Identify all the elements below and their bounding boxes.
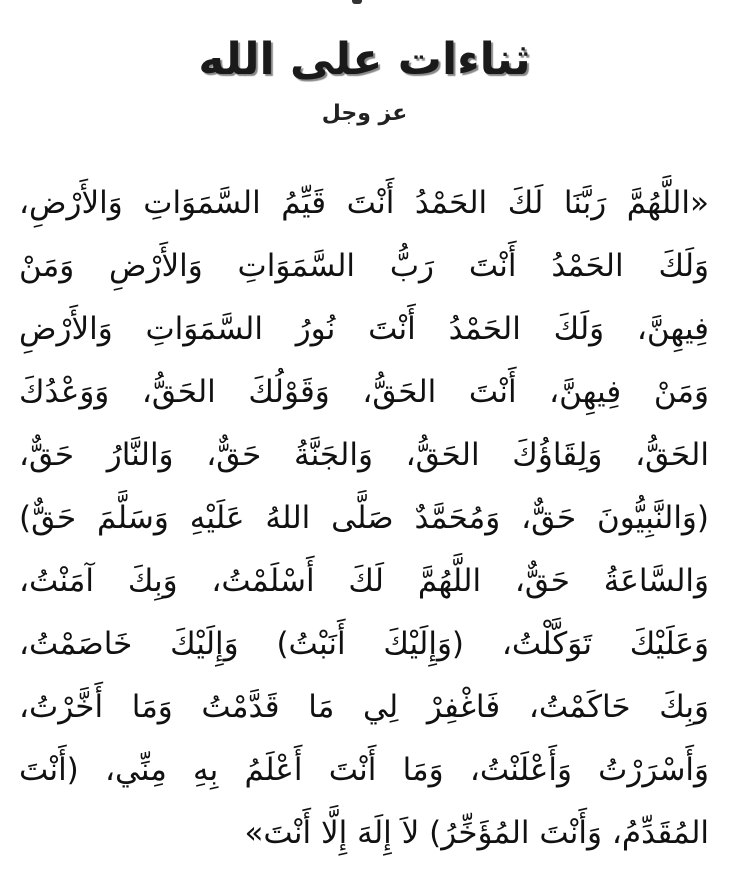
- text-line: وَعَلَيْكَ تَوَكَّلْتُ، (وَإِلَيْكَ أَنَبْتُ) وَإِلَيْكَ خَاصَمْتُ،: [19, 626, 709, 662]
- text-line: وَبِكَ حَاكَمْتُ، فَاغْفِرْ لِي مَا قَدَّمْتُ وَمَا أَخَّرْتُ،: [19, 689, 709, 725]
- page-subtitle: عز وجل: [321, 101, 408, 126]
- text-line: «اللَّهُمَّ رَبَّنَا لَكَ الحَمْدُ أَنْتَ قَيِّمُ السَّمَوَاتِ وَالأَرْضِ،: [19, 185, 709, 221]
- text-line: المُقَدِّمُ، وَأَنْتَ المُؤَخِّرُ) لاَ إِلَهَ إِلَّا أَنْتَ»: [244, 815, 709, 851]
- top-edge-mark: [352, 0, 362, 4]
- text-line: الحَقُّ، وَلِقَاؤُكَ الحَقُّ، وَالجَنَّةُ حَقٌّ، وَالنَّارُ حَقٌّ،: [19, 437, 709, 473]
- page-title: ثناءات على الله: [198, 34, 531, 85]
- text-line: وَالسَّاعَةُ حَقٌّ، اللَّهُمَّ لَكَ أَسْلَمْتُ، وَبِكَ آمَنْتُ،: [19, 563, 709, 599]
- text-line: فِيهِنَّ، وَلَكَ الحَمْدُ أَنْتَ نُورُ السَّمَوَاتِ وَالأَرْضِ: [19, 311, 709, 347]
- text-line: وَلَكَ الحَمْدُ أَنْتَ رَبُّ السَّمَوَاتِ وَالأَرْضِ وَمَنْ: [19, 248, 709, 284]
- text-line: وَمَنْ فِيهِنَّ، أَنْتَ الحَقُّ، وَقَوْلُكَ الحَقُّ، وَوَعْدُكَ: [19, 374, 709, 410]
- supplication-text: [19, 172, 709, 865]
- text-line: وَأَسْرَرْتُ وَأَعْلَنْتُ، وَمَا أَنْتَ أَعْلَمُ بِهِ مِنِّي، (أَنْتَ: [19, 752, 709, 788]
- text-line: (وَالنَّبِيُّونَ حَقٌّ، وَمُحَمَّدٌ صَلَّى اللهُ عَلَيْهِ وَسَلَّمَ حَقٌّ): [19, 500, 709, 536]
